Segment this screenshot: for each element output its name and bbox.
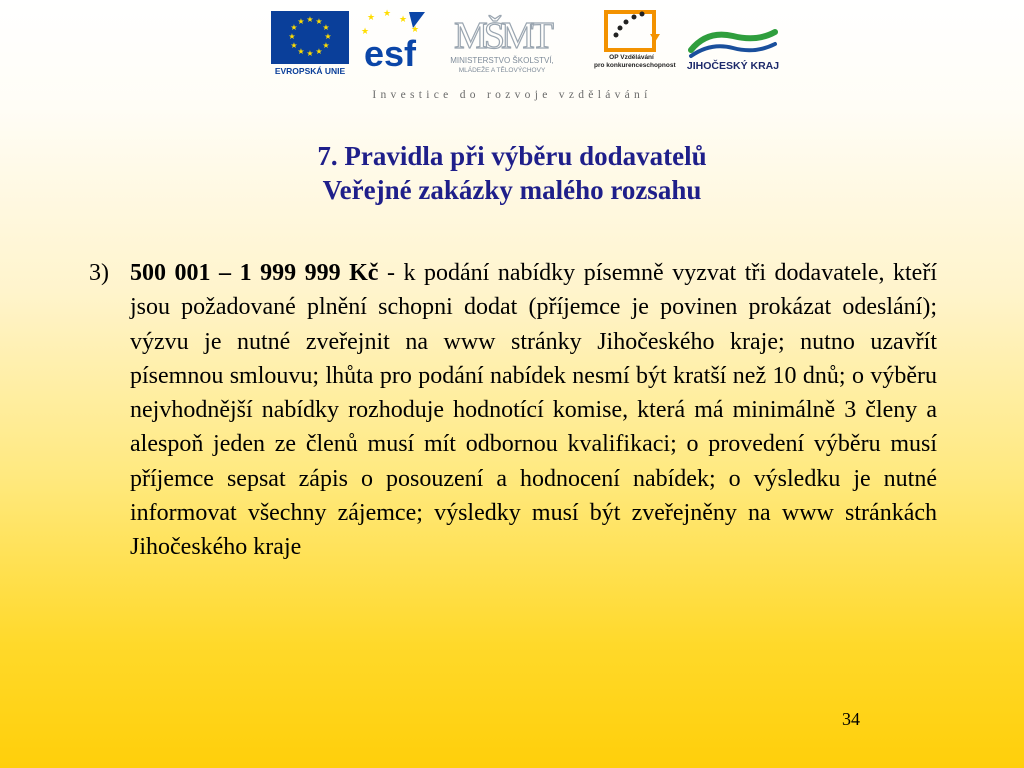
- svg-text:★: ★: [399, 14, 408, 24]
- svg-text:★: ★: [306, 15, 314, 24]
- op-caption-line2: pro konkurenceschopnost: [594, 62, 676, 69]
- svg-text:★: ★: [297, 17, 305, 26]
- svg-text:★: ★: [297, 47, 305, 56]
- header-motto: Investice do rozvoje vzdělávání: [372, 89, 652, 101]
- price-range-label: 500 001 – 1 999 999 Kč: [130, 260, 379, 286]
- eu-logo: [271, 11, 349, 81]
- msmt-logo-mark: MŠMT: [454, 15, 550, 56]
- svg-text:★: ★: [290, 41, 298, 50]
- svg-text:★: ★: [322, 23, 330, 32]
- msmt-caption-line2: MLÁDEŽE A TĚLOVÝCHOVY: [458, 67, 546, 74]
- svg-text:★: ★: [361, 26, 370, 36]
- eu-flag-icon: [271, 11, 349, 64]
- eu-logo-caption: EVROPSKÁ UNIE: [274, 66, 346, 76]
- svg-text:★: ★: [322, 41, 330, 50]
- svg-text:★: ★: [306, 49, 314, 58]
- page-number: 34: [842, 709, 860, 729]
- list-item-text: [130, 256, 937, 565]
- jk-logo-caption: JIHOČESKÝ KRAJ: [686, 60, 780, 72]
- op-logo-caption: [594, 54, 676, 70]
- svg-text:★: ★: [315, 47, 323, 56]
- op-vzdelavani-logo: [594, 8, 676, 82]
- slide-title-line1: 7. Pravidla při výběru dodavatelů: [317, 141, 707, 171]
- svg-text:★: ★: [367, 12, 376, 22]
- svg-text:★: ★: [411, 24, 420, 34]
- list-item-number: 3): [89, 260, 109, 286]
- msmt-logo: [432, 8, 572, 80]
- svg-text:★: ★: [324, 32, 332, 41]
- svg-text:★: ★: [383, 8, 392, 18]
- list-item-body: - k podání nabídky písemně vyzvat tři dodavatele, kteří jsou požadované plnění schopni dodat (příjemce je povinen prokázat odeslání); výzvu je nutné zveřejnit na www stránky Jihočeského kraje; nutno uzavřít písemnou smlouvu; lhůta pro podání nabídek nesmí být kratší než 10 dnů; o výběru nejvhodnější nabídky rozhoduje hodnotící komise, která má minimálně 3 členy a alespoň jeden ze členů musí mít odbornou kvalifikaci; o provedení výběru musí příjemce sepsat zápis o posouzení a hodnocení nabídek; o výsledku je nutné informovat všechny zájemce; výsledky musí být zveřejněny na www stránkách Jihočeského kraje: [130, 260, 937, 561]
- esf-logo: [353, 8, 428, 74]
- msmt-logo-caption: [432, 56, 572, 76]
- svg-text:★: ★: [290, 23, 298, 32]
- logo-bar: [0, 8, 1024, 78]
- slide-title: [0, 139, 1024, 207]
- op-caption-line1: OP Vzdělávání: [609, 54, 654, 61]
- jihocesky-kraj-logo: [677, 22, 789, 78]
- msmt-caption-line1: MINISTERSTVO ŠKOLSTVÍ,: [450, 56, 554, 65]
- svg-text:★: ★: [288, 32, 296, 41]
- svg-text:★: ★: [315, 17, 323, 26]
- esf-logo-text: esf: [363, 33, 417, 74]
- slide-title-line2: Veřejné zakázky malého rozsahu: [322, 175, 702, 205]
